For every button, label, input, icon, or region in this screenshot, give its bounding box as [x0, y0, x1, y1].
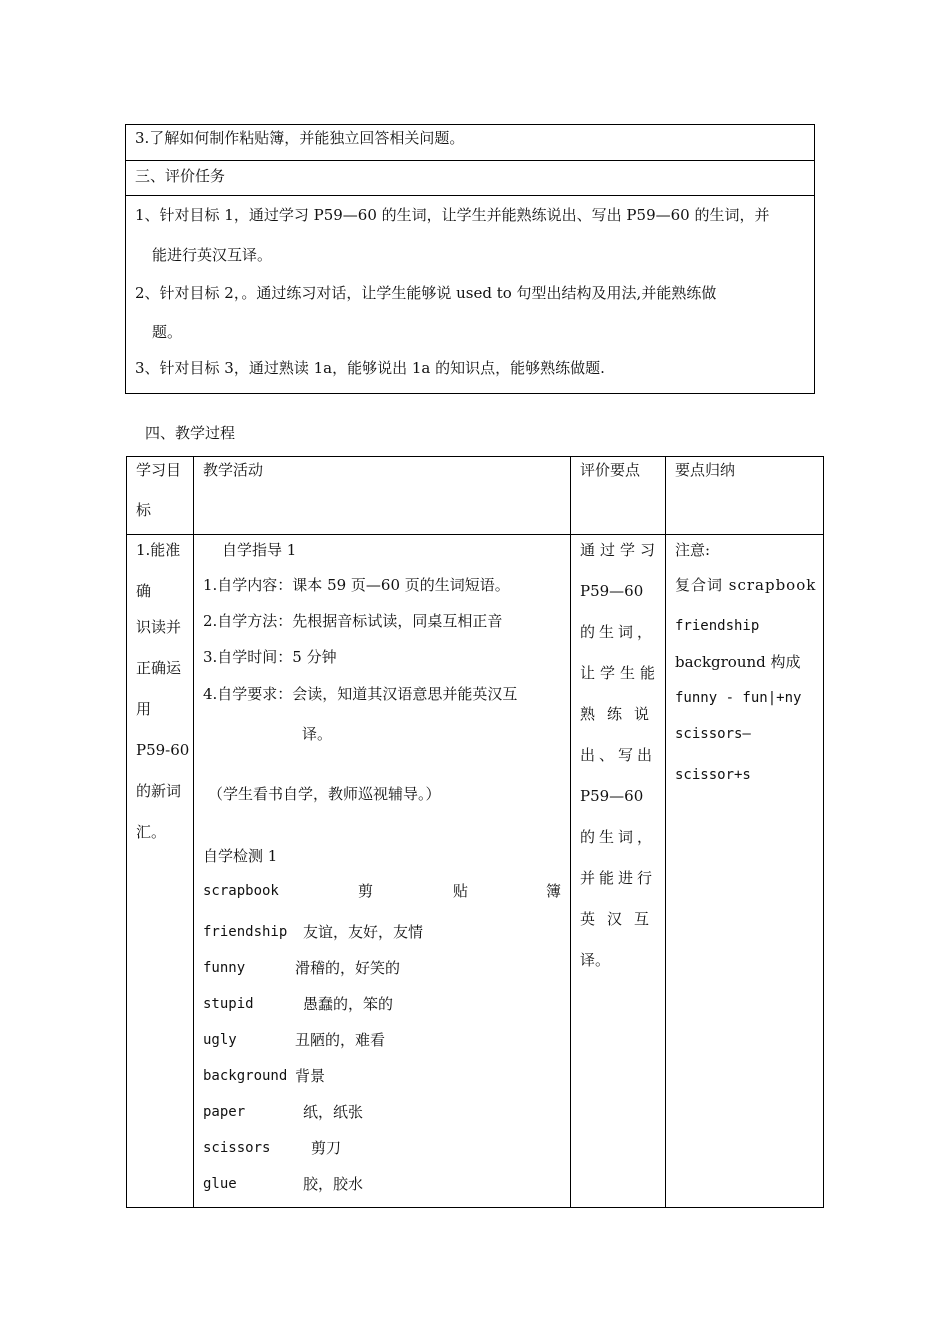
- vocab-meaning: 纸，纸张: [303, 1103, 364, 1121]
- evaluation-line: 并能进行: [580, 869, 657, 887]
- guide-item-requirement-cont: 译。: [302, 725, 333, 743]
- vocab-meaning: 背景: [295, 1067, 326, 1085]
- table1-border-top: [125, 124, 815, 125]
- section-4-heading: 四、教学过程: [145, 424, 236, 442]
- section-3-heading: 三、评价任务: [135, 167, 226, 185]
- evaluation-line: 英汉互: [580, 910, 662, 928]
- vocab-row: [203, 1066, 561, 1088]
- vocab-meaning: 友谊，友好，友情: [303, 923, 424, 941]
- table2-col-divider: [665, 456, 666, 1208]
- vocab-meaning: 滑稽的，好笑的: [295, 959, 401, 977]
- vocab-meaning: 簿: [546, 882, 562, 900]
- vocab-word: friendship: [203, 924, 288, 940]
- goal-line: 汇。: [136, 823, 167, 841]
- task-3-text: 3、针对目标 3，通过熟读 1a，能够说出 1a 的知识点，能够熟练做题.: [135, 359, 605, 377]
- table2-header-divider: [126, 534, 824, 535]
- table2-border-right: [823, 456, 824, 1208]
- table1-divider: [125, 160, 815, 161]
- header-summary: 要点归纳: [675, 461, 736, 479]
- summary-line: funny - fun|+ny: [675, 690, 802, 706]
- evaluation-line: 通过学习: [580, 541, 661, 559]
- evaluation-line: P59—60: [580, 582, 644, 600]
- vocab-word: paper: [203, 1104, 246, 1120]
- goal-line: 识读并: [136, 618, 182, 636]
- evaluation-line: 的生词，: [580, 623, 657, 641]
- table1-border-bottom: [125, 393, 815, 394]
- vocab-row: [203, 881, 561, 903]
- vocab-meaning: 胶，胶水: [303, 1175, 364, 1193]
- objective-3-text: 3.了解如何制作粘贴簿，并能独立回答相关问题。: [135, 129, 465, 147]
- vocab-row: [203, 958, 561, 980]
- table1-border-left: [125, 124, 126, 394]
- guide-item-content: 1.自学内容：课本 59 页—60 页的生词短语。: [203, 576, 510, 594]
- vocab-meaning: 愚蠢的，笨的: [303, 995, 394, 1013]
- evaluation-line: 的生词，: [580, 828, 657, 846]
- header-evaluation: 评价要点: [580, 461, 641, 479]
- teacher-note: （学生看书自学，教师巡视辅导。）: [208, 785, 441, 803]
- summary-line: friendship: [675, 618, 760, 634]
- vocab-meaning: 剪: [358, 882, 374, 900]
- header-goal-line-1: 学习目: [136, 461, 182, 479]
- guide-item-requirement: 4.自学要求：会读，知道其汉语意思并能英汉互: [203, 685, 518, 703]
- guide-item-method: 2.自学方法：先根据音标试读，同桌互相正音: [203, 612, 503, 630]
- evaluation-line: P59—60: [580, 787, 644, 805]
- table2-border-left: [126, 456, 127, 1208]
- vocab-row: [203, 994, 561, 1016]
- vocab-row: [203, 1174, 561, 1196]
- summary-line: 复合词 scrapbook: [675, 576, 817, 594]
- goal-line: 的新词: [136, 782, 182, 800]
- vocab-word: glue: [203, 1176, 237, 1192]
- table2-border-top: [126, 456, 824, 457]
- summary-line: scissors—: [675, 726, 751, 742]
- vocab-row: [203, 1138, 561, 1160]
- vocab-meaning: 丑陋的，难看: [295, 1031, 386, 1049]
- vocab-word: scissors: [203, 1140, 271, 1156]
- task-1-line-1: 1、针对目标 1，通过学习 P59—60 的生词，让学生并能熟练说出、写出 P59—60 的生词，并: [135, 206, 770, 224]
- vocab-word: funny: [203, 960, 246, 976]
- table2-col-divider: [193, 456, 194, 1208]
- table2-col-divider: [570, 456, 571, 1208]
- goal-line: 正确运: [136, 659, 182, 677]
- task-2-line-1: 2、针对目标 2，。通过练习对话，让学生能够说 used to 句型出结构及用法,并能熟练做: [135, 284, 717, 302]
- vocab-row: [203, 1102, 561, 1124]
- goal-line: 1.能准: [136, 541, 181, 559]
- task-1-line-2: 能进行英汉互译。: [152, 246, 273, 264]
- evaluation-line: 出、写出: [580, 746, 657, 764]
- self-check-title: 自学检测 1: [203, 847, 278, 865]
- vocab-word: background: [203, 1068, 288, 1084]
- vocab-word: stupid: [203, 996, 254, 1012]
- vocab-word: scrapbook: [203, 883, 279, 899]
- table1-border-right: [814, 124, 815, 394]
- vocab-row: [203, 922, 561, 944]
- summary-line: background 构成: [675, 653, 801, 671]
- vocab-row: [203, 1030, 561, 1052]
- header-activity: 教学活动: [203, 461, 264, 479]
- table1-divider: [125, 195, 815, 196]
- evaluation-line: 熟练说: [580, 705, 662, 723]
- goal-line: 确: [136, 582, 152, 600]
- summary-note-title: 注意:: [675, 541, 711, 559]
- table2-border-bottom: [126, 1207, 824, 1208]
- header-goal-line-2: 标: [136, 501, 152, 519]
- vocab-meaning: 贴: [453, 882, 469, 900]
- vocab-meaning: 剪刀: [311, 1139, 342, 1157]
- task-2-line-2: 题。: [152, 323, 183, 341]
- vocab-word: ugly: [203, 1032, 237, 1048]
- evaluation-line: 让学生能: [580, 664, 661, 682]
- summary-line: scissor+s: [675, 767, 751, 783]
- evaluation-line: 译。: [580, 951, 611, 969]
- guide-item-time: 3.自学时间：5 分钟: [203, 648, 337, 666]
- goal-line: 用: [136, 700, 152, 718]
- goal-line: P59-60: [136, 741, 190, 759]
- self-study-guide-title: 自学指导 1: [222, 541, 297, 559]
